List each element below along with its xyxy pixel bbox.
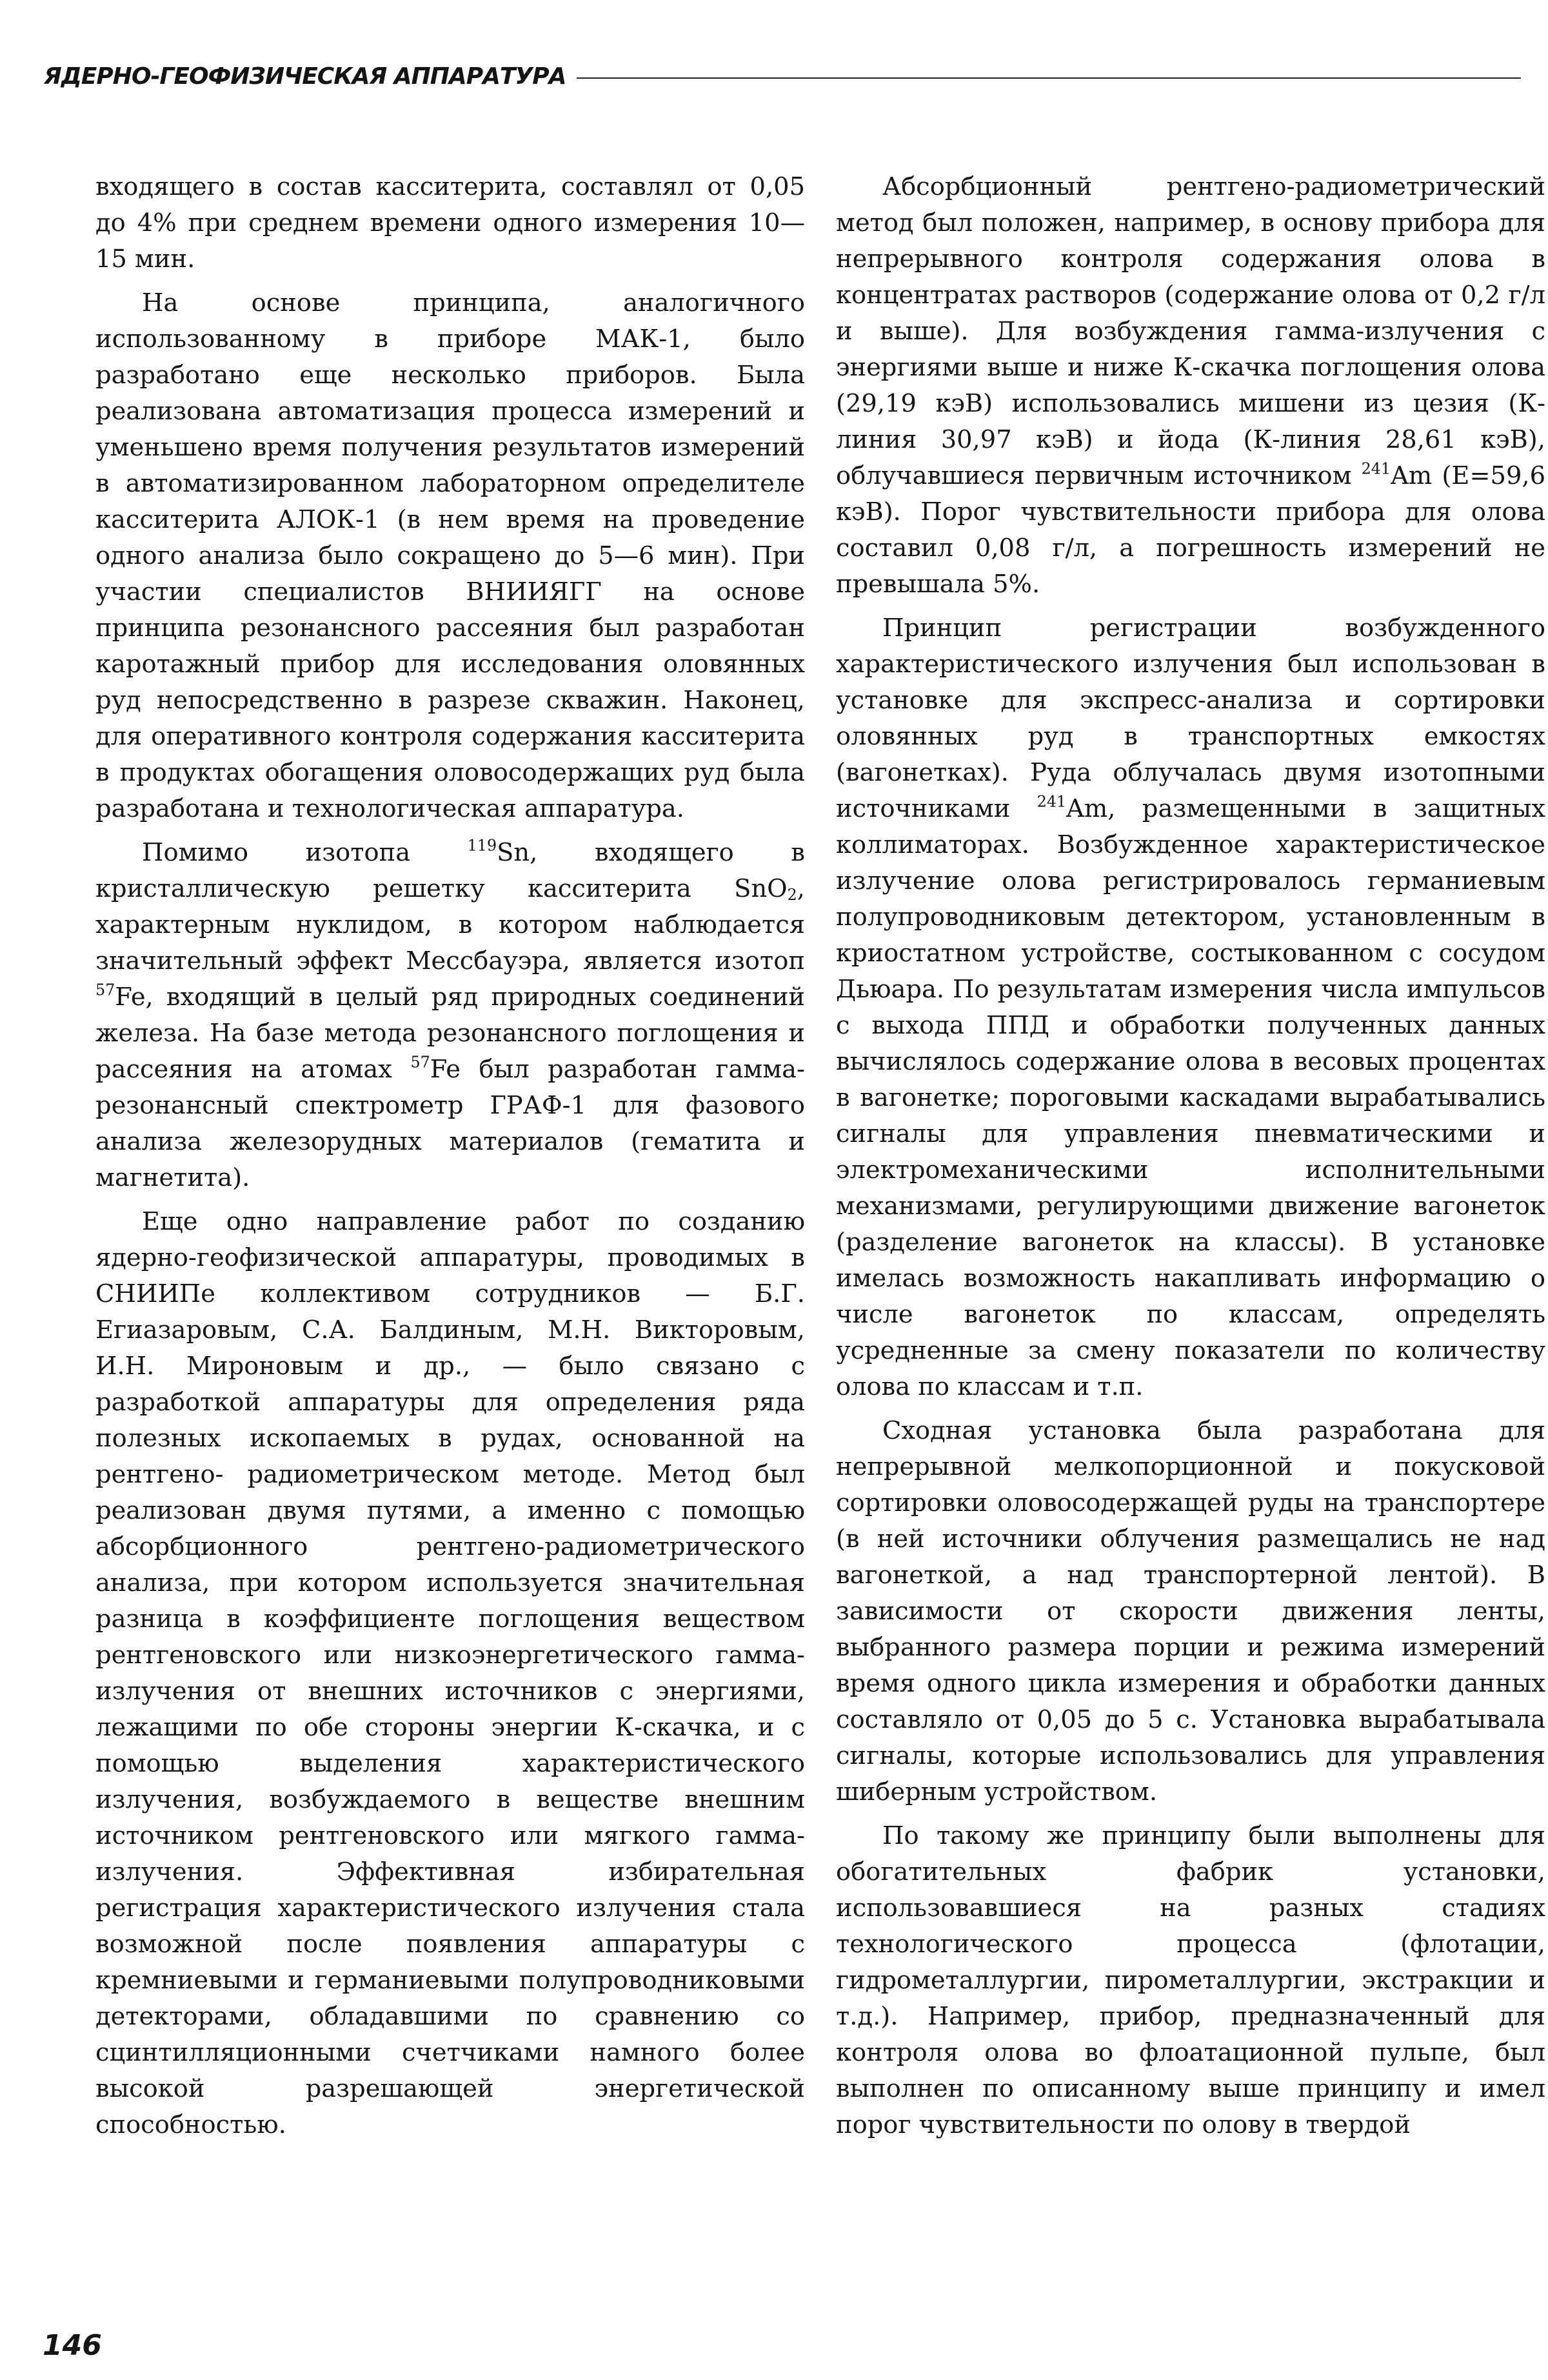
text-run: , характерным нуклидом, в котором наблюдается значительный эффект Мессбауэра, является изотоп (95, 874, 805, 975)
formula-subscript: 2 (787, 885, 797, 904)
running-header (44, 57, 1521, 95)
header-rule (577, 77, 1521, 79)
left-paragraph-1: входящего в состав касситерита, составлял от 0,05 до 4% при среднем времени одного измерения 10—15 мин. (95, 172, 805, 274)
running-title: ЯДЕРНО-ГЕОФИЗИЧЕСКАЯ АППАРАТУРА (44, 63, 566, 90)
isotope-mass-number: 241 (1361, 459, 1391, 478)
text-run: Помимо изотопа (142, 838, 468, 867)
right-paragraph-3: Сходная установка была разработана для непрерывной мелкопорционной и покусковой сортировки оловосодержащей руды на транспортере (в ней источники облучения размещались не над вагонеткой, а над транспортерной лентой). В зависимости от скорости движения ленты, выбранного размера порции и режима измерений время одного цикла измерения и обработки данных составляло от 0,05 до 5 с. Установка вырабатывала сигналы, которые использовались для управления шиберным устройством. (836, 1416, 1545, 1806)
isotope-mass-number: 119 (467, 836, 497, 855)
page-number: 146 (43, 2329, 102, 2362)
text-run: Am (E=59,6 кэВ). Порог чувствительности прибора для олова составил 0,08 г/л, а погрешность измерений не превышала 5%. (836, 461, 1545, 599)
isotope-mass-number: 241 (1037, 792, 1067, 811)
left-paragraph-3 (95, 835, 805, 1196)
left-paragraph-2: На основе принципа, аналогичного использованному в приборе МАК-1, было разработано еще несколько приборов. Была реализована автоматизация процесса измерений и уменьшено время получения результатов измерений в автоматизированном лабораторном определителе касситерита АЛОК-1 (в нем время на проведение одного анализа было сокращено до 5—6 мин). При участии специалистов ВНИИЯГГ на основе принципа резонансного рассеяния был разработан каротажный прибор для исследования оловянных руд непосредственно в разрезе скважин. Наконец, для оперативного контроля содержания касситерита в продуктах обогащения оловосодержащих руд была разработана и технологическая аппаратура. (95, 288, 805, 823)
right-paragraph-4: По такому же принципу были выполнены для обогатительных фабрик установки, использовавшиеся на разных стадиях технологического процесса (флотации, гидрометаллургии, пирометаллургии, экстракции и т.д.). Например, прибор, предназначенный для контроля олова во флоатационной пульпе, был выполнен по описанному выше принципу и имел порог чувствительности по олову в твердой (836, 1821, 1545, 2139)
text-run: Am, размещенными в защитных коллиматорах. Возбужденное характеристическое излучение олова регистрировалось германиевым полупроводниковым детектором, установленным в криостатном устройстве, состыкованном с сосудом Дьюара. По результатам измерения числа импульсов с выхода ППД и обработки полученных данных вычислялось содержание олова в весовых процентах в вагонетке; пороговыми каскадами вырабатывались сигналы для управления пневматическими и электромеханическими исполнительными механизмами, регулирующими движение вагонеток (разделение вагонеток на классы). В установке имелась возможность накапливать информацию о числе вагонеток по классам, определять усредненные за смену показатели по количеству олова по классам и т.п. (836, 794, 1546, 1401)
left-column (95, 169, 805, 2151)
text-run: Fe, входящий в целый ряд природных соединений железа. На базе метода резонансного поглощения и рассеяния на атомах (95, 983, 805, 1084)
right-paragraph-1 (836, 169, 1545, 603)
text-run: Принцип регистрации возбужденного характеристического излучения был использован в установке для экспресс-анализа и сортировки оловянных руд в транспортных емкостях (вагонетках). Руда облучалась двумя изотопными источниками (836, 614, 1545, 823)
left-paragraph-4: Еще одно направление работ по созданию ядерно-геофизической аппаратуры, проводимых в СНИИПе коллективом сотрудников — Б.Г. Егиазаровым, С.А. Балдиным, М.Н. Викторовым, И.Н. Мироновым и др., — было связано с разработкой аппаратуры для определения ряда полезных ископаемых в рудах, основанной на рентгено- радиометрическом методе. Метод был реализован двумя путями, а именно с помощью абсорбционного рентгено-радиометрического анализа, при котором используется значительная разница в коэффициенте поглощения веществом рентгеновского или низкоэнергетического гамма-излучения от внешних источников с энергиями, лежащими по обе стороны энергии К-скачка, и с помощью выделения характеристического излучения, возбуждаемого в веществе внешним источником рентгеновского или мягкого гамма-излучения. Эффективная избирательная регистрация характеристического излучения стала возможной после появления аппаратуры с кремниевыми и германиевыми полупроводниковыми детекторами, обладавшими по сравнению со сцинтилляционными счетчиками намного более высокой разрешающей энергетической способностью. (95, 1207, 805, 2139)
isotope-mass-number: 57 (95, 981, 115, 999)
right-paragraph-2 (836, 610, 1545, 1405)
text-run: Sn, входящего в кристаллическую решетку касситерита SnO (95, 838, 805, 903)
text-run: Абсорбционный рентгено-радиометрический метод был положен, например, в основу прибора для непрерывного контроля содержания олова в концентратах растворов (содержание олова от 0,2 г/л и выше). Для возбуждения гамма-излучения с энергиями выше и ниже К-скачка поглощения олова (29,19 кэВ) использовались мишени из цезия (К-линия 30,97 кэВ) и йода (К-линия 28,61 кэВ), облучавшиеся первичным источником (836, 172, 1545, 490)
text-run: Fe был разработан гамма-резонансный спектрометр ГРАФ-1 для фазового анализа железорудных материалов (гематита и магнетита). (95, 1055, 805, 1192)
isotope-mass-number: 57 (410, 1053, 430, 1072)
right-column (836, 169, 1545, 2151)
